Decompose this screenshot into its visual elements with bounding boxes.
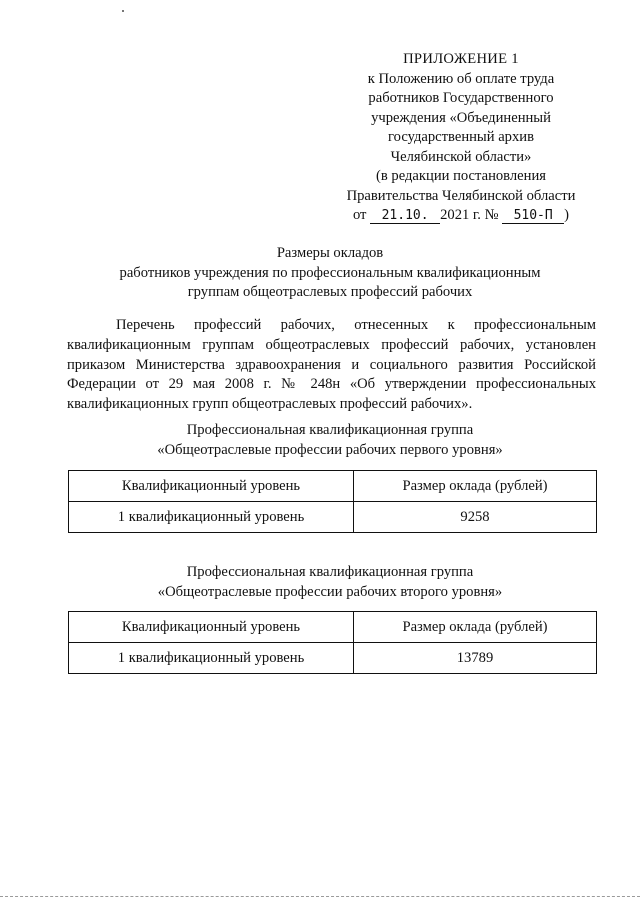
appendix-line: работников Государственного [368, 90, 554, 106]
appendix-line: учреждения «Объединенный [371, 109, 551, 126]
column-header-level: Квалификационный уровень [69, 471, 354, 502]
heading-line: работников учреждения по профессиональным квалификационным [119, 264, 541, 281]
column-header-salary: Размер оклада (рублей) [354, 471, 597, 502]
resolution-number: 510-П [502, 208, 564, 224]
salary-table-first-level [68, 470, 597, 533]
group-title-line: «Общеотраслевые профессии рабочих второго уровня» [157, 583, 503, 600]
salary-cell: 9258 [354, 502, 597, 533]
column-header-salary: Размер оклада (рублей) [354, 612, 597, 643]
table-header-row [69, 471, 597, 502]
appendix-header [330, 50, 592, 226]
group-title-second-level [60, 563, 600, 602]
document-heading [60, 244, 600, 303]
column-header-level: Квалификационный уровень [69, 612, 354, 643]
heading-line: группам общеотраслевых профессий рабочих [187, 284, 473, 300]
appendix-line: к Положению об оплате труда [367, 70, 555, 87]
resolution-date: 21.10. [370, 208, 440, 224]
salary-table-second-level [68, 611, 597, 674]
appendix-line: (в редакции постановления [376, 168, 546, 184]
group-title-line: «Общеотраслевые профессии рабочих первого уровня» [157, 441, 503, 458]
intro-paragraph: Перечень профессий рабочих, отнесенных к профессиональным квалификационным группам общеотраслевых профессий рабочих, установлен приказом Министерства здравоохранения и социального развития Российской Федерации от 29 мая 2008 г. № 248н «Об утверждении профессиональных квалификационных групп общеотраслевых профессий рабочих». [67, 317, 596, 413]
scan-speck [122, 10, 124, 12]
appendix-title: ПРИЛОЖЕНИЕ 1 [403, 51, 519, 67]
appendix-line: государственный архив [388, 129, 534, 145]
date-prefix: от [352, 207, 367, 223]
qualification-level-cell: 1 квалификационный уровень [69, 643, 354, 674]
salary-cell: 13789 [354, 643, 597, 674]
qualification-level-cell: 1 квалификационный уровень [69, 502, 354, 533]
resolution-year: 2021 г. № [440, 207, 499, 223]
appendix-line: Челябинской области» [390, 148, 532, 165]
group-title-line: Профессиональная квалификационная группа [186, 422, 474, 438]
table-header-row [69, 612, 597, 643]
page-bottom-rule [0, 896, 640, 897]
group-title-first-level [60, 421, 600, 460]
table-row [69, 643, 597, 674]
group-title-line: Профессиональная квалификационная группа [186, 564, 474, 580]
resolution-date-line [330, 206, 592, 226]
table-row [69, 502, 597, 533]
closing-parenthesis: ) [564, 207, 570, 223]
heading-line: Размеры окладов [276, 245, 384, 261]
appendix-line: Правительства Челябинской области [346, 187, 576, 204]
